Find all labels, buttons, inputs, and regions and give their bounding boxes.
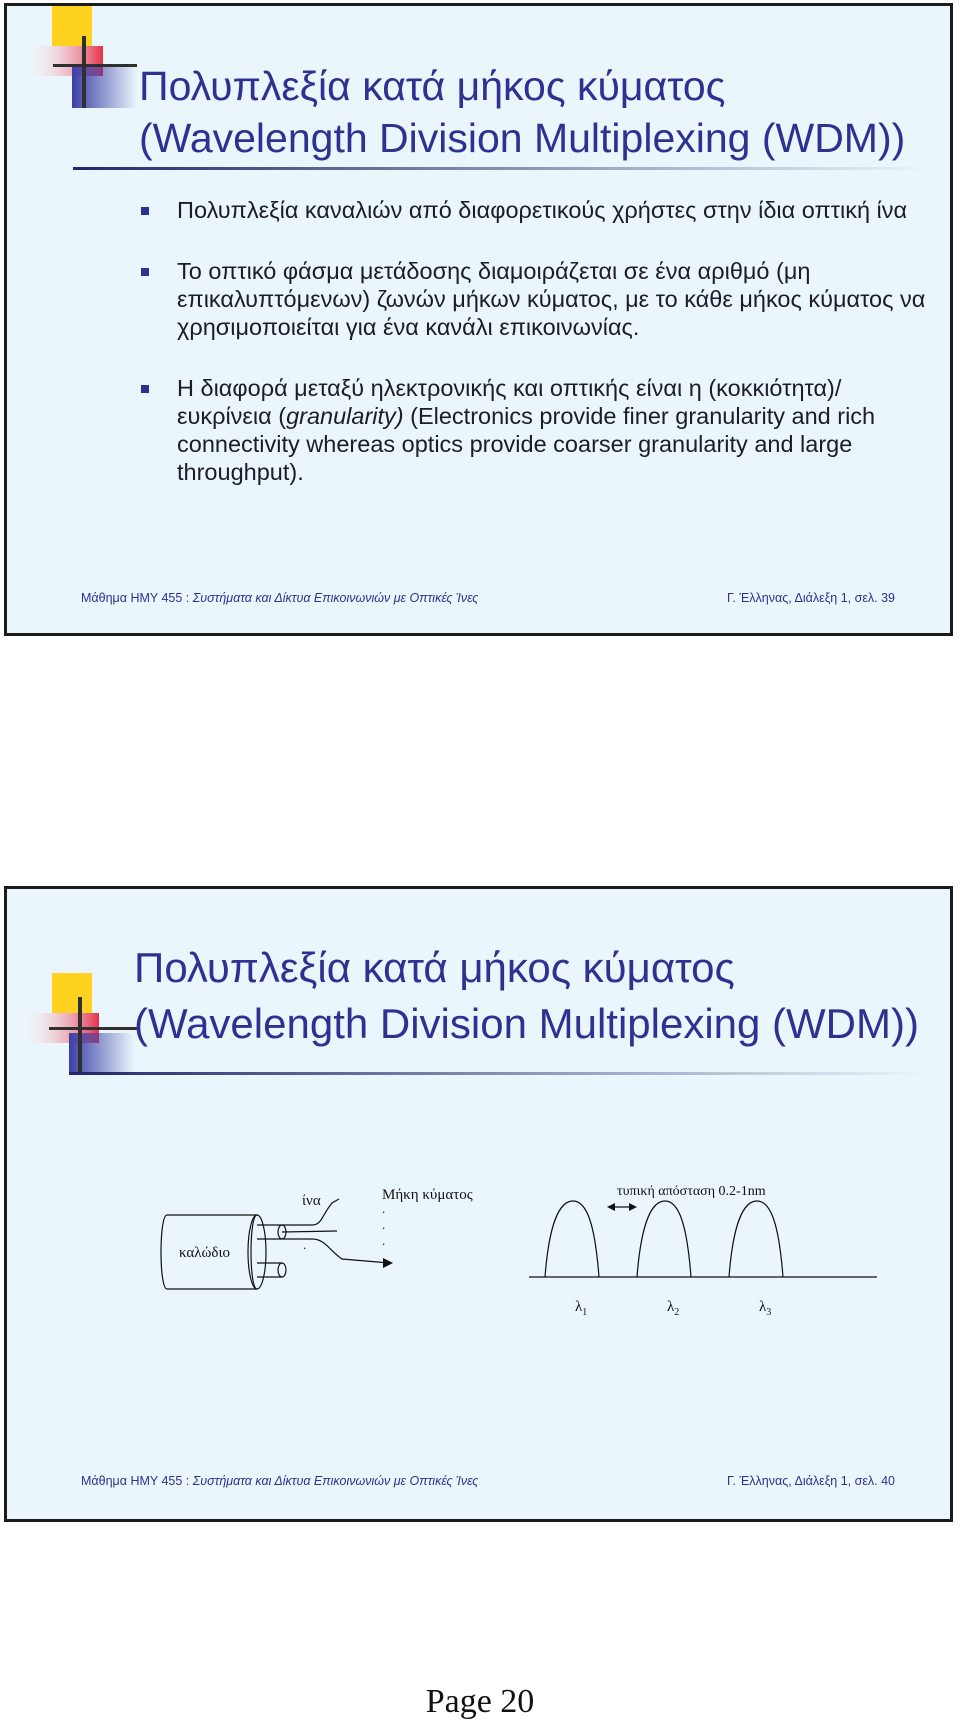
fiber-label: ίνα: [302, 1193, 321, 1209]
cable-label: καλώδιο: [179, 1245, 231, 1261]
title-underline: [69, 1071, 929, 1077]
footer-lecture-page: Γ. Έλληνας, Διάλεξη 1, σελ. 39: [727, 591, 895, 605]
footer-course: Μάθημα ΗΜΥ 455 : Συστήματα και Δίκτυα Επικοινωνιών με Οπτικές Ίνες: [81, 591, 479, 605]
slide-39: [4, 3, 953, 636]
slide-title: [139, 60, 905, 164]
list-item: Η διαφορά μεταξύ ηλεκτρονικής και οπτικής είναι η (κοκκιότητα)/ευκρίνεια (granularity) (Electronics provide finer granularity and rich connectivity whereas optics provide coarser granularity and large throughput).: [137, 374, 927, 486]
spectrum-diagram: [529, 1201, 877, 1277]
slide-decoration-icon: [17, 973, 137, 1083]
lambda-2-label: $\lambda_2$: [667, 1299, 680, 1318]
slide-title-line1: Πολυπλεξία κατά μήκος κύματος: [139, 63, 726, 109]
footer-course: Μάθημα ΗΜΥ 455 : Συστήματα και Δίκτυα Επικοινωνιών με Οπτικές Ίνες: [81, 1474, 479, 1488]
spacing-label: τυπική απόσταση 0.2-1nm: [617, 1185, 766, 1199]
page-number: Page 20: [425, 1683, 535, 1720]
list-item: Πολυπλεξία καναλιών από διαφορετικούς χρήστες στην ίδια οπτική ίνα: [137, 196, 927, 224]
bullet-list: [137, 196, 927, 519]
bullet-square-icon: [141, 385, 149, 393]
slide-decoration-icon: [17, 6, 137, 116]
list-item: Το οπτικό φάσμα μετάδοσης διαμοιράζεται σε ένα αριθμό (μη επικαλυπτόμενων) ζωνών μήκων κύματος, με το κάθε μήκος κύματος να χρησιμοποιείται για ένα κανάλι επικοινωνίας.: [137, 257, 927, 341]
bullet-square-icon: [141, 207, 149, 215]
wdm-diagram: [157, 1185, 887, 1335]
cable-diagram: [161, 1199, 389, 1289]
ellipsis-dot: .: [382, 1217, 386, 1232]
title-underline: [73, 166, 933, 172]
wavelengths-label: Μήκη κύματος: [382, 1187, 473, 1203]
slide-40: [4, 886, 953, 1522]
slide-title-line1: Πολυπλεξία κατά μήκος κύματος: [134, 944, 735, 991]
ellipsis-dot: .: [382, 1233, 386, 1248]
footer-lecture-page: Γ. Έλληνας, Διάλεξη 1, σελ. 40: [727, 1474, 895, 1488]
slide-title: [134, 940, 919, 1052]
slide-title-line2: (Wavelength Division Multiplexing (WDM)): [139, 115, 906, 161]
ellipsis-dot: .: [382, 1201, 386, 1216]
lambda-labels: [575, 1299, 771, 1318]
slide-title-line2: (Wavelength Division Multiplexing (WDM)): [134, 1000, 919, 1047]
lambda-1-label: $\lambda_1$: [575, 1299, 588, 1318]
lambda-3-label: $\lambda_3$: [759, 1299, 772, 1318]
ellipsis-dot: .: [303, 1237, 307, 1252]
bullet-square-icon: [141, 268, 149, 276]
